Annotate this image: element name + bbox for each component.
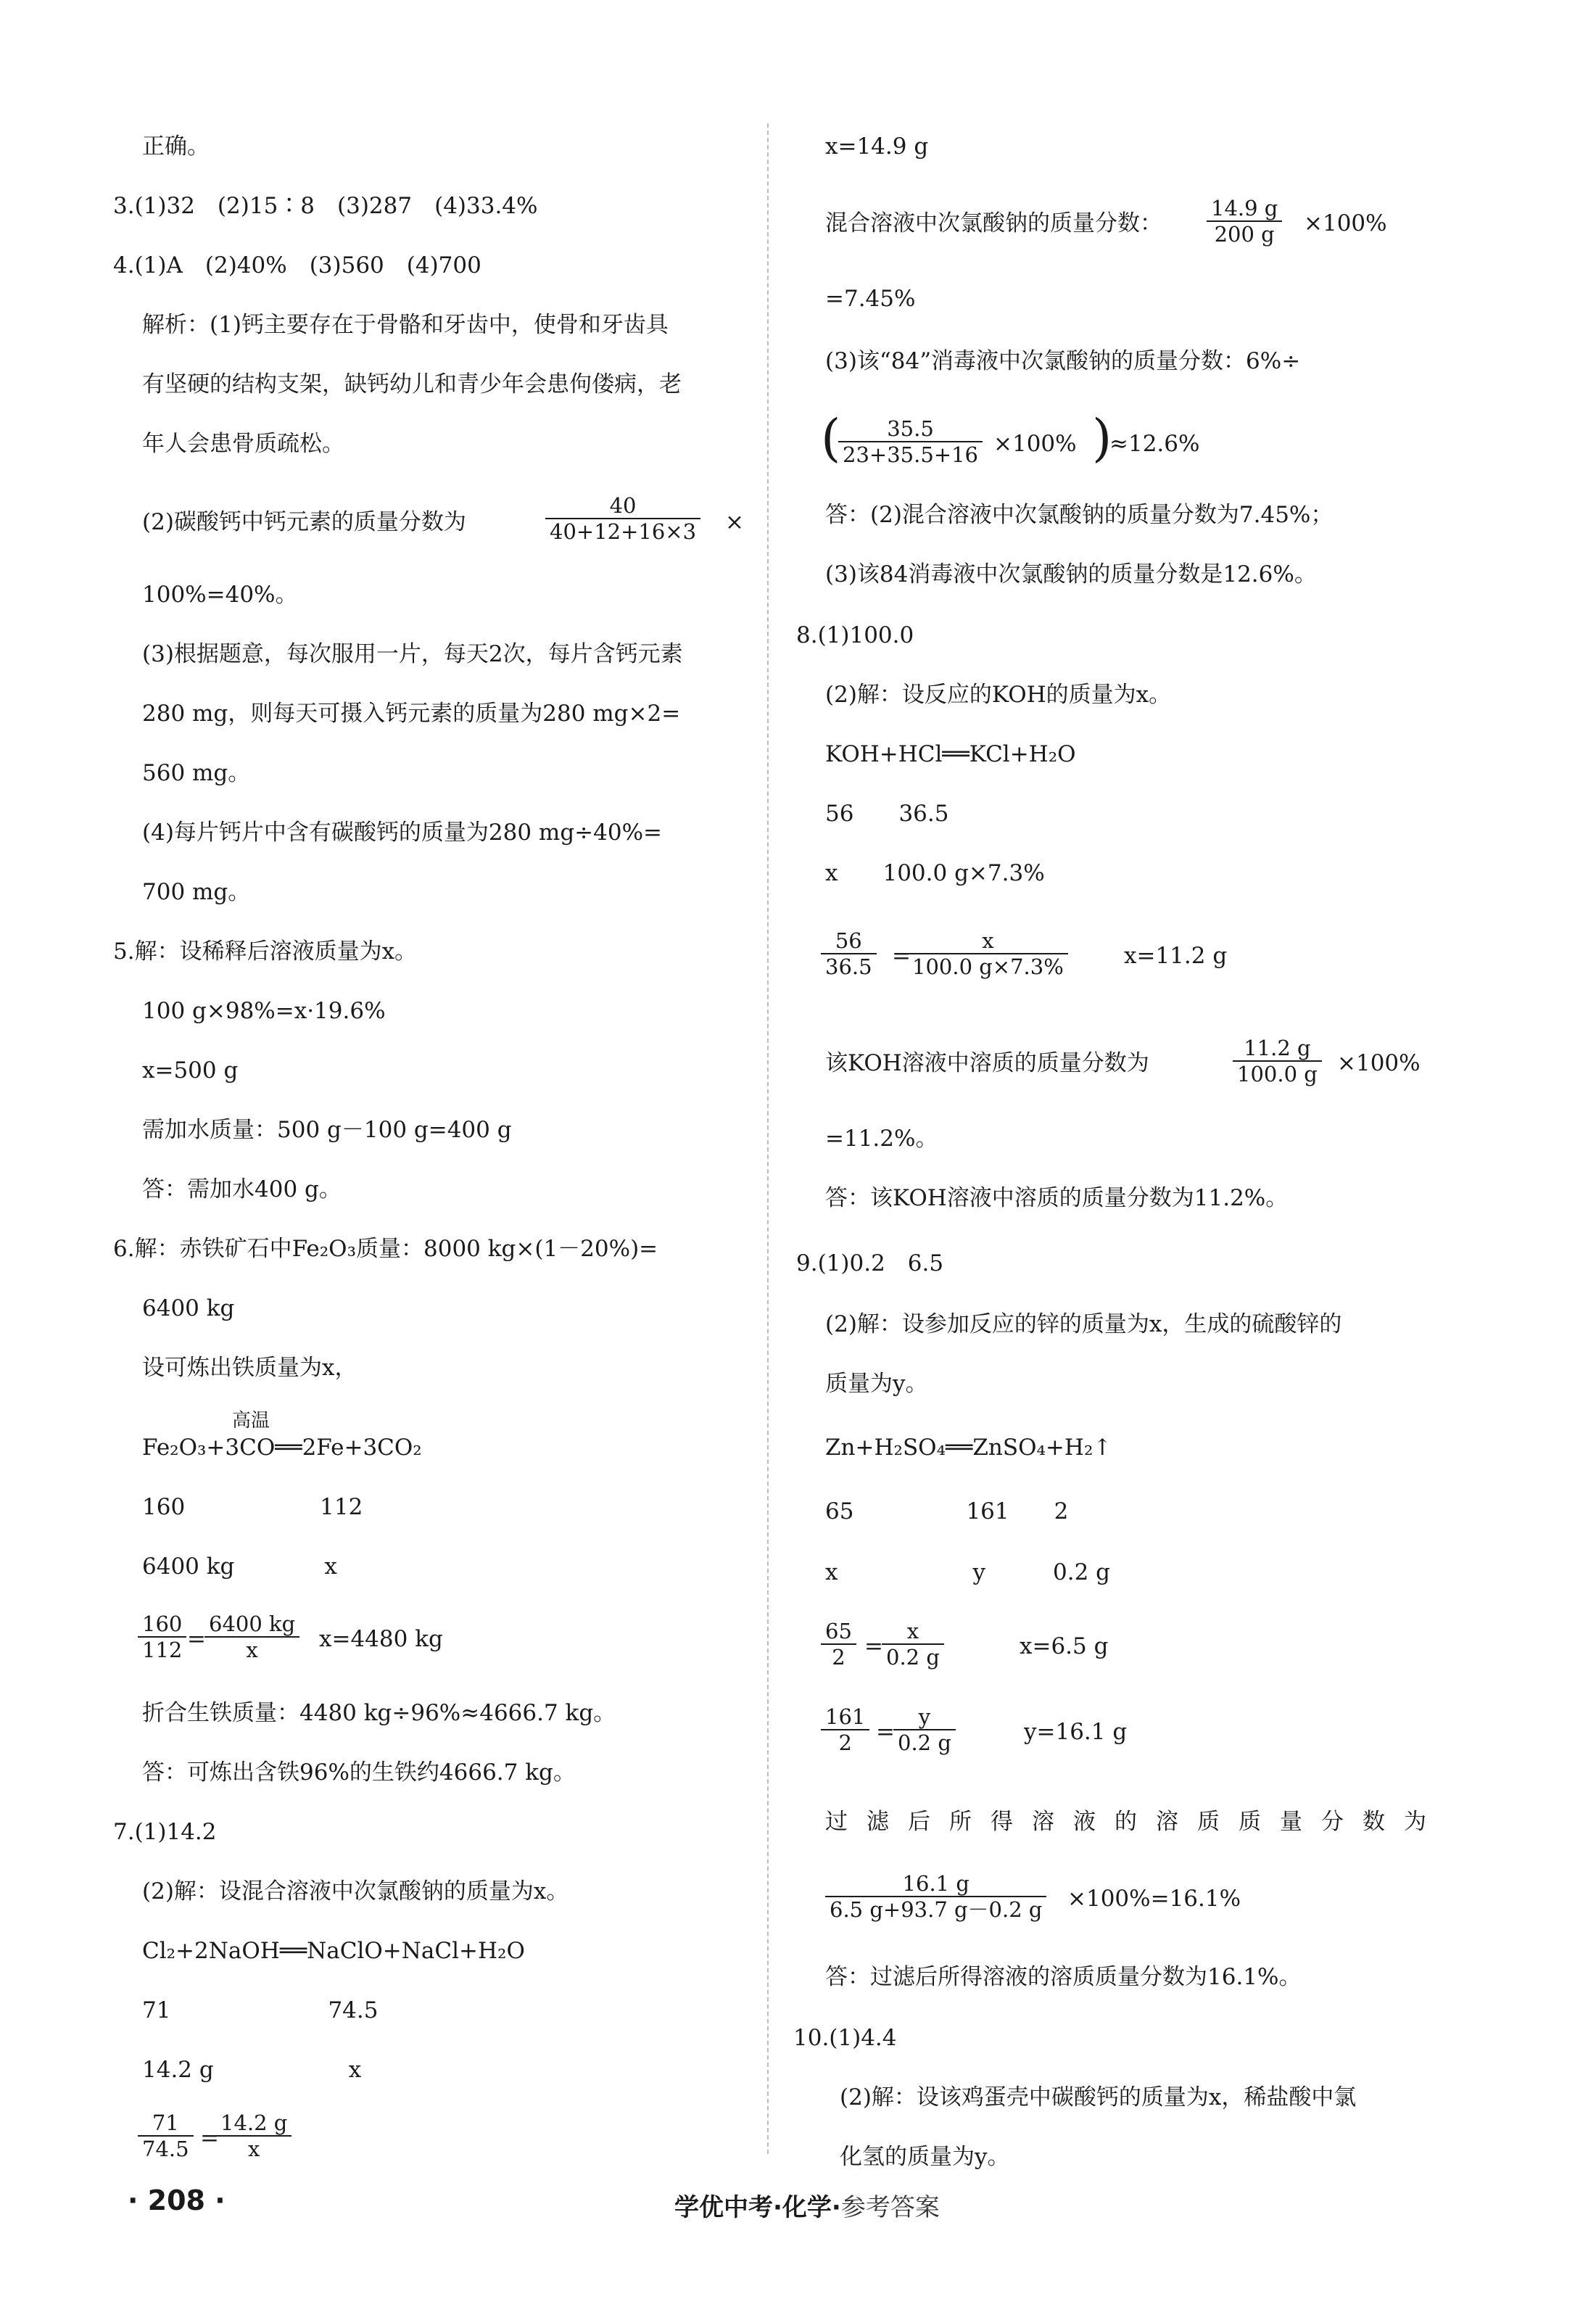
inner-suffix: ×100% <box>993 431 1077 457</box>
denominator: 0.2 g <box>898 1730 951 1755</box>
formula-suffix: ≈12.6% <box>1109 431 1200 457</box>
answer-3: 3.(1)32 (2)15∶8 (3)287 (4)33.4% <box>113 193 538 219</box>
text-line: 设可炼出铁质量为x， <box>142 1355 357 1381</box>
text-line: 化氢的质量为y。 <box>840 2144 1010 2170</box>
text-line: 160 112 <box>142 1494 363 1520</box>
denominator: 6.5 g+93.7 g－0.2 g <box>830 1897 1043 1922</box>
formula-prefix: (2)碳酸钙中钙元素的质量分数为 <box>142 509 466 535</box>
ratio-fraction-left <box>138 1612 186 1662</box>
book-title-main: 学优中考·化学· <box>674 2193 841 2222</box>
text-line: 700 mg。 <box>142 879 251 905</box>
text-line: 有坚硬的结构支架，缺钙幼儿和青少年会患佝偻病，老 <box>142 371 682 397</box>
ratio-fraction-left <box>821 1619 856 1670</box>
book-title-section: 参考答案 <box>840 2193 940 2222</box>
text-line: 14.2 g x <box>142 2057 362 2083</box>
text-line: x=500 g <box>142 1057 239 1084</box>
bracket-fraction <box>838 416 983 467</box>
text-line: 71 74.5 <box>142 1997 379 2023</box>
denominator: x <box>248 2137 260 2161</box>
ratio-fraction-left <box>821 928 877 979</box>
text-line: 56 36.5 <box>825 801 949 827</box>
text-line: 6400 kg x <box>142 1553 337 1580</box>
text-line: (2)解：设混合溶液中次氯酸钠的质量为x。 <box>142 1878 569 1905</box>
denominator: 0.2 g <box>886 1645 940 1670</box>
text-line: 100 g×98%=x·19.6% <box>142 998 386 1024</box>
book-title <box>674 2187 940 2223</box>
chemical-equation: Zn+H₂SO₄══ZnSO₄+H₂↑ <box>825 1435 1112 1461</box>
reaction-condition: 高温 <box>232 1410 270 1432</box>
answer-10: 10.(1)4.4 <box>793 2025 897 2051</box>
text-line: (2)解：设反应的KOH的质量为x。 <box>825 682 1172 708</box>
numerator: 14.9 g <box>1207 196 1282 222</box>
numerator: 65 <box>821 1619 856 1645</box>
formula-suffix: ×100%=16.1% <box>1067 1886 1241 1912</box>
text-line: 65 161 2 <box>825 1498 1069 1524</box>
numerator: 56 <box>821 928 877 954</box>
denominator: 74.5 <box>142 2137 189 2161</box>
text-line: x 100.0 g×7.3% <box>825 860 1045 886</box>
text-line: =11.2%。 <box>825 1126 938 1152</box>
denominator: 23+35.5+16 <box>843 442 978 467</box>
equals-sign: = <box>892 943 911 969</box>
denominator: 2 <box>838 1730 852 1755</box>
text-line: 质量为y。 <box>825 1371 928 1397</box>
denominator: x <box>246 1638 258 1662</box>
numerator: 40 <box>545 493 700 519</box>
formula-prefix: 该KOH溶液中溶质的质量分数为 <box>825 1050 1149 1076</box>
equals-sign: = <box>187 1626 206 1652</box>
numerator: 71 <box>138 2110 194 2137</box>
ratio-fraction-right <box>893 1704 956 1755</box>
numerator: 16.1 g <box>825 1871 1046 1897</box>
text-line: x=14.9 g <box>825 133 929 160</box>
text-line: 100%=40%。 <box>142 582 298 608</box>
numerator: x <box>908 928 1068 954</box>
text-line: (3)该“84”消毒液中次氯酸钠的质量分数：6%÷ <box>825 348 1301 374</box>
ratio-fraction-left <box>138 2110 194 2161</box>
text-line: =7.45% <box>825 286 916 312</box>
equals-sign: = <box>876 1719 895 1745</box>
text-line: 折合生铁质量：4480 kg÷96%≈4666.7 kg。 <box>142 1700 616 1726</box>
numerator: 161 <box>821 1704 869 1730</box>
ratio-fraction-right <box>216 2110 292 2161</box>
numerator: y <box>893 1704 956 1730</box>
koh-mass-fraction <box>1233 1036 1322 1086</box>
ratio-fraction-right <box>882 1619 944 1670</box>
formula-suffix: ×100% <box>1304 210 1387 236</box>
text-line: 解析：(1)钙主要存在于骨骼和牙齿中，使骨和牙齿具 <box>142 312 669 338</box>
answer-8: 8.(1)100.0 <box>796 622 914 648</box>
numerator: 160 <box>138 1612 186 1638</box>
text-line: 280 mg，则每天可摄入钙元素的质量为280 mg×2= <box>142 701 681 727</box>
text-line: 560 mg。 <box>142 760 251 786</box>
answer-5: 5.解：设稀释后溶液质量为x。 <box>113 938 418 965</box>
text-line: 答：可炼出含铁96%的生铁约4666.7 kg。 <box>142 1759 576 1786</box>
chemical-equation: KOH+HCl══KCl+H₂O <box>825 741 1076 767</box>
text-line: 正确。 <box>142 133 210 160</box>
equals-sign: = <box>864 1633 883 1659</box>
text-line: (4)每片钙片中含有碳酸钙的质量为280 mg÷40%= <box>142 820 663 846</box>
result: y=16.1 g <box>1024 1719 1128 1745</box>
denominator: 40+12+16×3 <box>550 519 697 544</box>
formula-suffix: ×100% <box>1337 1050 1421 1076</box>
text-line: x y 0.2 g <box>825 1559 1110 1585</box>
numerator: 6400 kg <box>204 1612 299 1638</box>
text-line: 年人会患骨质疏松。 <box>142 431 344 457</box>
text-line: 答：该KOH溶液中溶质的质量分数为11.2%。 <box>825 1185 1289 1211</box>
denominator: 112 <box>142 1638 183 1662</box>
denominator: 100.0 g <box>1237 1062 1318 1086</box>
formula-prefix: 混合溶液中次氯酸钠的质量分数： <box>825 210 1162 236</box>
text-line: (3)根据题意，每次服用一片，每天2次，每片含钙元素 <box>142 641 683 667</box>
page-number: · 208 · <box>128 2184 226 2216</box>
denominator: 2 <box>832 1645 845 1670</box>
answer-4: 4.(1)A (2)40% (3)560 (4)700 <box>113 252 481 278</box>
answer-9: 9.(1)0.2 6.5 <box>796 1250 944 1276</box>
denominator: 36.5 <box>825 954 872 979</box>
text-line: 6400 kg <box>142 1295 235 1321</box>
naclo-fraction <box>1207 196 1282 247</box>
numerator: x <box>882 1619 944 1645</box>
equals-sign: = <box>200 2125 219 2151</box>
numerator: 35.5 <box>838 416 983 442</box>
ratio-fraction-right <box>908 928 1068 979</box>
text-line: (2)解：设参加反应的锌的质量为x，生成的硫酸锌的 <box>825 1311 1342 1337</box>
text-line: (3)该84消毒液中次氯酸钠的质量分数是12.6%。 <box>825 561 1317 587</box>
filtrate-fraction <box>825 1871 1046 1922</box>
denominator: 100.0 g×7.3% <box>912 954 1064 979</box>
chemical-equation: Fe₂O₃+3CO══2Fe+3CO₂ <box>142 1435 422 1461</box>
denominator: 200 g <box>1214 222 1275 247</box>
chemical-equation: Cl₂+2NaOH══NaClO+NaCl+H₂O <box>142 1938 525 1964</box>
text-line: 需加水质量：500 g－100 g=400 g <box>142 1117 512 1143</box>
result: x=11.2 g <box>1124 943 1228 969</box>
text-line: 答：过滤后所得溶液的溶质质量分数为16.1%。 <box>825 1964 1302 1990</box>
text-line: 过滤后所得溶液的溶质质量分数为 <box>825 1809 1445 1835</box>
result: x=4480 kg <box>319 1626 443 1652</box>
text-line: 答：需加水400 g。 <box>142 1176 342 1202</box>
numerator: 11.2 g <box>1233 1036 1322 1062</box>
answer-6: 6.解：赤铁矿石中Fe₂O₃质量：8000 kg×(1－20%)= <box>113 1236 658 1262</box>
text-line: (2)解：设该鸡蛋壳中碳酸钙的质量为x，稀盐酸中氯 <box>840 2084 1357 2110</box>
ratio-fraction-right <box>204 1612 299 1662</box>
text-line: 答：(2)混合溶液中次氯酸钠的质量分数为7.45%； <box>825 502 1334 528</box>
numerator: 14.2 g <box>216 2110 292 2137</box>
column-divider <box>767 123 769 2154</box>
calcium-fraction <box>545 493 700 544</box>
ratio-fraction-left <box>821 1704 869 1755</box>
left-paren: ( <box>821 408 841 468</box>
formula-suffix: × <box>725 509 744 535</box>
result: x=6.5 g <box>1020 1633 1109 1659</box>
answer-7: 7.(1)14.2 <box>113 1819 217 1845</box>
right-paren: ) <box>1092 408 1112 468</box>
